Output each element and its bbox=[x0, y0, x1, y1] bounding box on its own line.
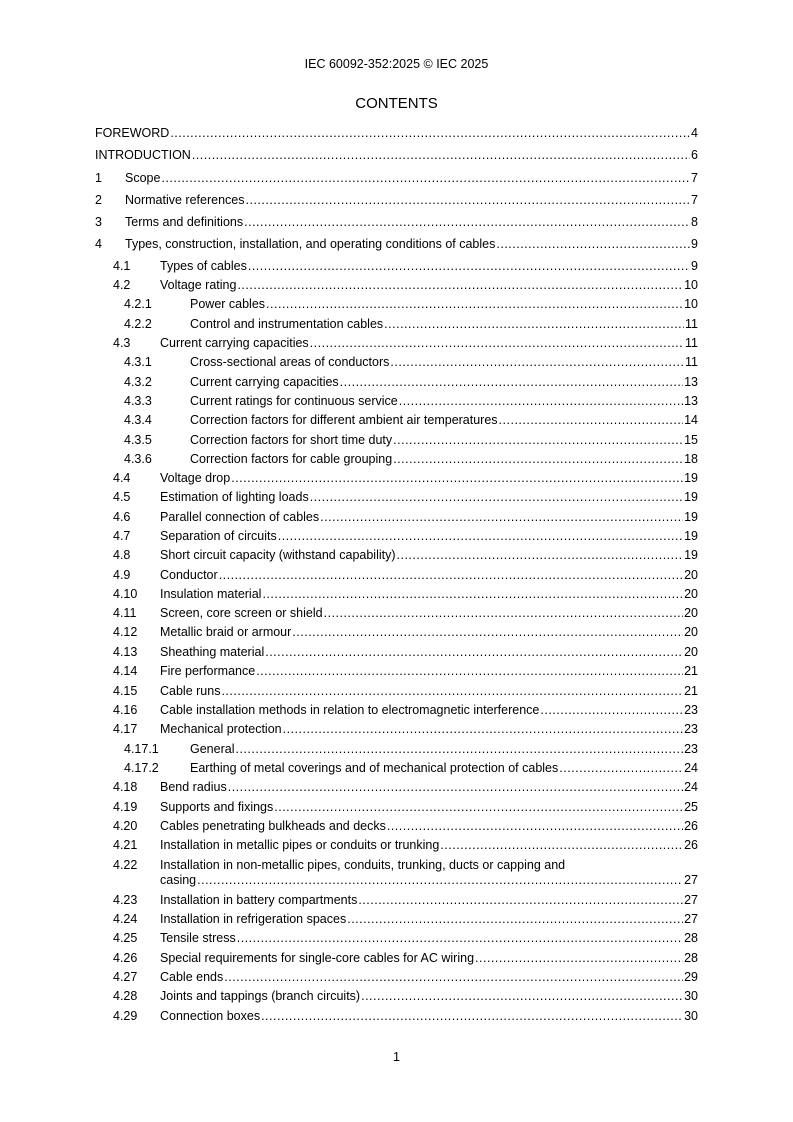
toc-entry-number: 4.24 bbox=[113, 912, 138, 926]
toc-entry-title: Types, construction, installation, and operating conditions of cables bbox=[125, 237, 496, 251]
toc-dot-leader bbox=[384, 317, 684, 332]
toc-entry-page: 9 bbox=[691, 259, 698, 273]
toc-entry-number: 4.17.2 bbox=[124, 761, 159, 775]
toc-entry-page: 4 bbox=[691, 126, 698, 140]
toc-entry-title: Terms and definitions bbox=[125, 215, 244, 229]
toc-dot-leader bbox=[256, 664, 683, 679]
toc-entry-page: 19 bbox=[684, 548, 698, 562]
toc-dot-leader bbox=[310, 490, 683, 505]
toc-dot-leader bbox=[390, 355, 684, 370]
toc-entry-page: 9 bbox=[691, 237, 698, 251]
toc-entry-title: Normative references bbox=[125, 193, 245, 207]
toc-entry-title: Installation in metallic pipes or conduits or trunking bbox=[160, 838, 440, 852]
toc-entry-page: 24 bbox=[684, 780, 698, 794]
toc-dot-leader bbox=[358, 893, 683, 908]
toc-entry-number: 4.3 bbox=[113, 336, 131, 350]
toc-dot-leader bbox=[393, 433, 683, 448]
toc-entry-title: Installation in battery compartments bbox=[160, 893, 358, 907]
toc-dot-leader bbox=[237, 278, 683, 293]
toc-entry-title: Cable runs bbox=[160, 684, 221, 698]
toc-entry-title: FOREWORD bbox=[95, 126, 170, 140]
toc-entry-page: 10 bbox=[684, 278, 698, 292]
toc-entry-number: 4.20 bbox=[113, 819, 138, 833]
toc-entry-number: 4.21 bbox=[113, 838, 138, 852]
toc-entry-title: Voltage drop bbox=[160, 471, 231, 485]
toc-entry-number: 4.1 bbox=[113, 259, 131, 273]
toc-entry-number: 4.3.6 bbox=[124, 452, 152, 466]
toc-entry-number: 4.25 bbox=[113, 931, 138, 945]
toc-entry-page: 24 bbox=[684, 761, 698, 775]
toc-entry-title: Screen, core screen or shield bbox=[160, 606, 323, 620]
toc-entry-title: Estimation of lighting loads bbox=[160, 490, 309, 504]
toc-entry-title: Special requirements for single-core cables for AC wiring bbox=[160, 951, 475, 965]
toc-dot-leader bbox=[283, 722, 683, 737]
toc-entry-number: 4.6 bbox=[113, 510, 131, 524]
toc-entry-number: 4.8 bbox=[113, 548, 131, 562]
toc-entry-title: Earthing of metal coverings and of mechanical protection of cables bbox=[190, 761, 559, 775]
toc-entry-page: 25 bbox=[684, 800, 698, 814]
toc-dot-leader bbox=[499, 413, 684, 428]
toc-dot-leader bbox=[197, 873, 683, 888]
toc-entry-number: 4.3.3 bbox=[124, 394, 152, 408]
toc-entry-page: 20 bbox=[684, 625, 698, 639]
toc-entry-title: Power cables bbox=[190, 297, 266, 311]
toc-entry-page: 7 bbox=[691, 193, 698, 207]
toc-entry-page: 19 bbox=[684, 490, 698, 504]
toc-entry-number: 1 bbox=[95, 171, 102, 185]
toc-entry-number: 3 bbox=[95, 215, 102, 229]
toc-dot-leader bbox=[559, 761, 683, 776]
toc-entry-page: 7 bbox=[691, 171, 698, 185]
toc-entry-number: 4.3.4 bbox=[124, 413, 152, 427]
toc-entry-page: 20 bbox=[684, 568, 698, 582]
toc-dot-leader bbox=[170, 126, 690, 141]
toc-dot-leader bbox=[246, 193, 691, 208]
toc-entry-title: Current ratings for continuous service bbox=[190, 394, 398, 408]
toc-entry-number: 4.13 bbox=[113, 645, 138, 659]
toc-entry-number: 4.11 bbox=[113, 606, 137, 620]
toc-entry-page: 20 bbox=[684, 587, 698, 601]
toc-entry-number: 4.2.1 bbox=[124, 297, 152, 311]
toc-dot-leader bbox=[274, 800, 683, 815]
toc-dot-leader bbox=[440, 838, 683, 853]
page-number: 1 bbox=[393, 1050, 400, 1064]
toc-entry-number: 4.22 bbox=[113, 858, 138, 872]
toc-entry-title: Installation in refrigeration spaces bbox=[160, 912, 347, 926]
toc-dot-leader bbox=[347, 912, 683, 927]
toc-entry-number: 2 bbox=[95, 193, 102, 207]
toc-entry-page: 14 bbox=[684, 413, 698, 427]
toc-entry-number: 4.3.5 bbox=[124, 433, 152, 447]
toc-entry-page: 21 bbox=[684, 684, 698, 698]
toc-entry-page: 27 bbox=[684, 893, 698, 907]
toc-entry-title: Insulation material bbox=[160, 587, 262, 601]
toc-entry-number: 4.15 bbox=[113, 684, 138, 698]
toc-entry-title: Correction factors for cable grouping bbox=[190, 452, 393, 466]
toc-entry-page: 23 bbox=[684, 722, 698, 736]
toc-entry-page: 27 bbox=[684, 873, 698, 887]
page-header: IEC 60092-352:2025 © IEC 2025 bbox=[304, 57, 489, 71]
toc-entry-title: Joints and tappings (branch circuits) bbox=[160, 989, 361, 1003]
toc-entry-title: Supports and fixings bbox=[160, 800, 274, 814]
toc-dot-leader bbox=[399, 394, 683, 409]
toc-entry-number: 4.2.2 bbox=[124, 317, 152, 331]
toc-dot-leader bbox=[278, 529, 683, 544]
toc-entry-page: 21 bbox=[684, 664, 698, 678]
toc-entry-number: 4.23 bbox=[113, 893, 138, 907]
toc-entry-page: 26 bbox=[684, 819, 698, 833]
toc-entry-page: 10 bbox=[684, 297, 698, 311]
toc-entry-page: 6 bbox=[691, 148, 698, 162]
toc-entry-title: Scope bbox=[125, 171, 161, 185]
toc-entry-title-continued: casing bbox=[160, 873, 197, 887]
toc-entry-title: Installation in non-metallic pipes, conduits, trunking, ducts or capping and bbox=[160, 858, 566, 872]
toc-entry-title: Metallic braid or armour bbox=[160, 625, 292, 639]
toc-entry-page: 28 bbox=[684, 931, 698, 945]
toc-entry-page: 28 bbox=[684, 951, 698, 965]
toc-entry-number: 4.9 bbox=[113, 568, 131, 582]
toc-entry-title: Control and instrumentation cables bbox=[190, 317, 384, 331]
toc-entry-page: 30 bbox=[684, 989, 698, 1003]
toc-entry-page: 23 bbox=[684, 742, 698, 756]
toc-entry-number: 4.17.1 bbox=[124, 742, 159, 756]
toc-entry-title: Parallel connection of cables bbox=[160, 510, 320, 524]
toc-entry-page: 19 bbox=[684, 529, 698, 543]
toc-entry-title: Cable installation methods in relation to electromagnetic interference bbox=[160, 703, 540, 717]
toc-entry-title: Bend radius bbox=[160, 780, 227, 794]
toc-entry-title: Conductor bbox=[160, 568, 218, 582]
toc-entry-number: 4.14 bbox=[113, 664, 138, 678]
toc-dot-leader bbox=[324, 606, 684, 621]
toc-dot-leader bbox=[228, 780, 683, 795]
toc-entry-page: 15 bbox=[684, 433, 698, 447]
toc-dot-leader bbox=[161, 171, 690, 186]
toc-entry-number: 4.16 bbox=[113, 703, 138, 717]
toc-entry-number: 4.3.2 bbox=[124, 375, 152, 389]
toc-entry-title: Voltage rating bbox=[160, 278, 237, 292]
toc-dot-leader bbox=[361, 989, 683, 1004]
toc-dot-leader bbox=[235, 742, 683, 757]
toc-entry-title: Sheathing material bbox=[160, 645, 265, 659]
toc-entry-number: 4.29 bbox=[113, 1009, 138, 1023]
toc-dot-leader bbox=[266, 297, 683, 312]
toc-dot-leader bbox=[261, 1009, 683, 1024]
toc-entry-title: General bbox=[190, 742, 235, 756]
toc-entry-page: 11 bbox=[685, 317, 698, 331]
toc-entry-title: Tensile stress bbox=[160, 931, 236, 945]
toc-entry-number: 4.27 bbox=[113, 970, 138, 984]
toc-entry-page: 26 bbox=[684, 838, 698, 852]
toc-entry-number: 4.17 bbox=[113, 722, 138, 736]
toc-entry-page: 18 bbox=[684, 452, 698, 466]
toc-dot-leader bbox=[265, 645, 683, 660]
toc-dot-leader bbox=[496, 237, 690, 252]
toc-entry-title: Current carrying capacities bbox=[160, 336, 309, 350]
toc-entry-title: Correction factors for different ambient air temperatures bbox=[190, 413, 498, 427]
toc-entry-number: 4.4 bbox=[113, 471, 131, 485]
toc-entry-title: Cables penetrating bulkheads and decks bbox=[160, 819, 386, 833]
toc-entry-number: 4.19 bbox=[113, 800, 138, 814]
toc-entry-number: 4.18 bbox=[113, 780, 138, 794]
toc-dot-leader bbox=[192, 148, 690, 163]
toc-entry-page: 20 bbox=[684, 606, 698, 620]
toc-entry-number: 4.3.1 bbox=[124, 355, 152, 369]
toc-dot-leader bbox=[248, 259, 690, 274]
toc-entry-title: Connection boxes bbox=[160, 1009, 261, 1023]
toc-entry-page: 19 bbox=[684, 471, 698, 485]
toc-entry-page: 23 bbox=[684, 703, 698, 717]
toc-entry-title: Short circuit capacity (withstand capability) bbox=[160, 548, 396, 562]
toc-entry-page: 19 bbox=[684, 510, 698, 524]
toc-entry-page: 8 bbox=[691, 215, 698, 229]
toc-entry-page: 20 bbox=[684, 645, 698, 659]
toc-entry-page: 29 bbox=[684, 970, 698, 984]
toc-dot-leader bbox=[320, 510, 683, 525]
toc-entry-number: 4.5 bbox=[113, 490, 131, 504]
toc-dot-leader bbox=[397, 548, 684, 563]
toc-entry-page: 11 bbox=[685, 336, 698, 350]
toc-entry-number: 4.26 bbox=[113, 951, 138, 965]
toc-entry-page: 30 bbox=[684, 1009, 698, 1023]
toc-entry-page: 13 bbox=[684, 394, 698, 408]
toc-dot-leader bbox=[262, 587, 683, 602]
toc-entry-number: 4.7 bbox=[113, 529, 131, 543]
toc-entry-page: 27 bbox=[684, 912, 698, 926]
toc-entry-title: INTRODUCTION bbox=[95, 148, 191, 162]
toc-dot-leader bbox=[221, 684, 683, 699]
toc-entry-number: 4.10 bbox=[113, 587, 138, 601]
toc-dot-leader bbox=[292, 625, 683, 640]
toc-entry-number: 4.2 bbox=[113, 278, 131, 292]
toc-entry-title: Fire performance bbox=[160, 664, 256, 678]
toc-entry-title: Current carrying capacities bbox=[190, 375, 339, 389]
toc-dot-leader bbox=[224, 970, 683, 985]
toc-dot-leader bbox=[475, 951, 683, 966]
toc-dot-leader bbox=[387, 819, 683, 834]
toc-dot-leader bbox=[244, 215, 690, 230]
toc-entry-page: 13 bbox=[684, 375, 698, 389]
toc-entry-number: 4 bbox=[95, 237, 102, 251]
contents-title: CONTENTS bbox=[355, 95, 438, 112]
toc-dot-leader bbox=[237, 931, 683, 946]
toc-entry-number: 4.12 bbox=[113, 625, 138, 639]
toc-dot-leader bbox=[540, 703, 683, 718]
toc-entry-title: Types of cables bbox=[160, 259, 247, 273]
toc-entry-title: Separation of circuits bbox=[160, 529, 277, 543]
toc-dot-leader bbox=[310, 336, 684, 351]
toc-entry-title: Cable ends bbox=[160, 970, 224, 984]
toc-entry-title: Correction factors for short time duty bbox=[190, 433, 393, 447]
toc-dot-leader bbox=[340, 375, 683, 390]
toc-dot-leader bbox=[393, 452, 683, 467]
toc-entry-title: Mechanical protection bbox=[160, 722, 282, 736]
toc-dot-leader bbox=[231, 471, 683, 486]
toc-entry-title: Cross-sectional areas of conductors bbox=[190, 355, 390, 369]
toc-dot-leader bbox=[219, 568, 683, 583]
toc-entry-number: 4.28 bbox=[113, 989, 138, 1003]
toc-entry-page: 11 bbox=[685, 355, 698, 369]
